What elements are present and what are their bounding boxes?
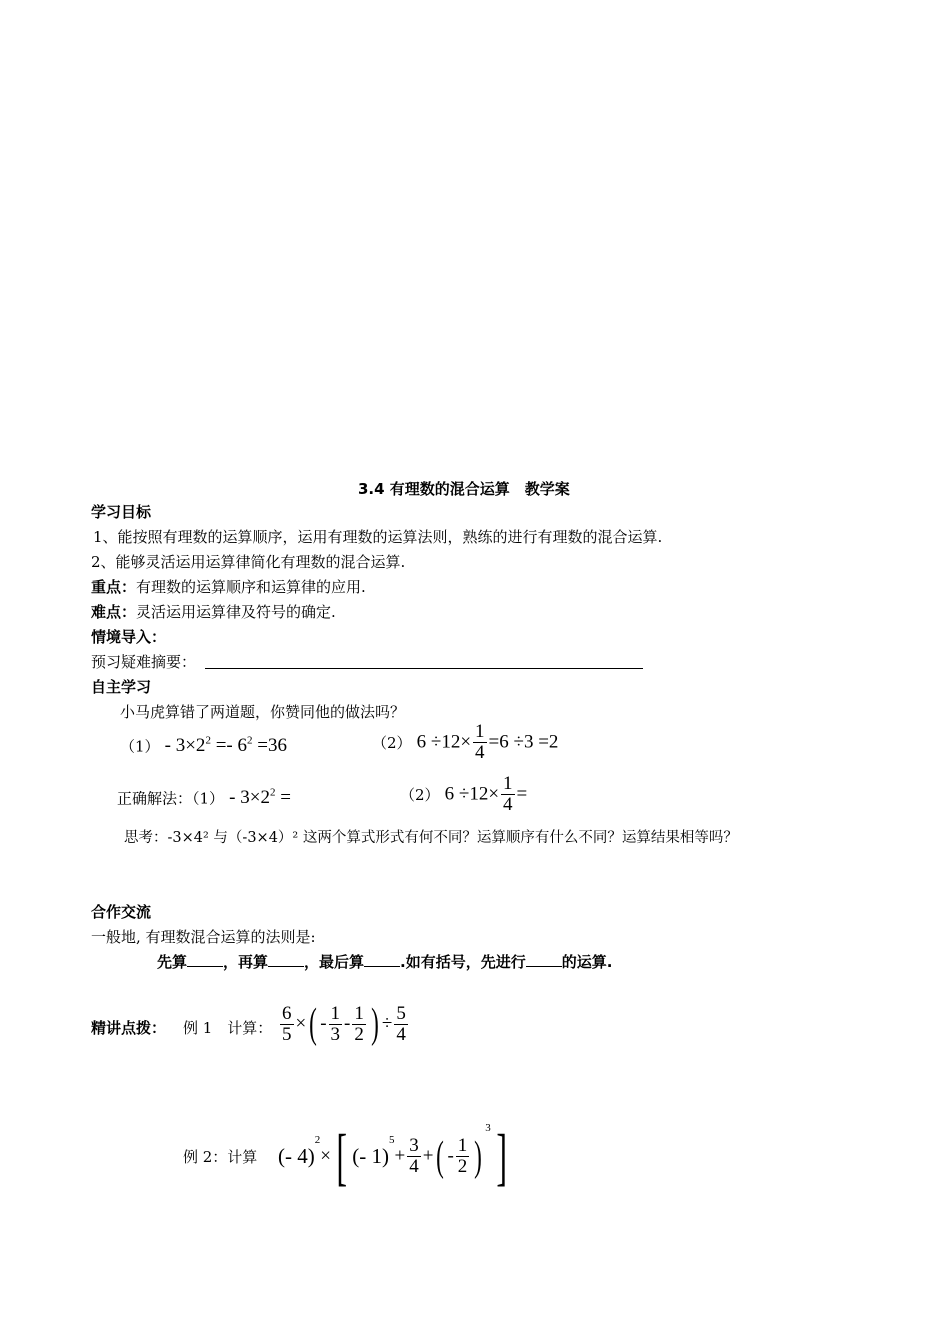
rule-blank-2[interactable] — [268, 952, 304, 967]
correct-solution-2 — [400, 774, 527, 815]
ex2-frac-1-2: $\frac{1}{2}$ — [457, 1135, 468, 1178]
problem-1-expr: - $3\times 2^2 =- 6^2 =36$ — [164, 735, 287, 757]
self-study-question: 小马虎算错了两道题，你赞同他的做法吗？ — [120, 703, 406, 721]
cooperation-heading: 合作交流 — [91, 903, 152, 921]
goal-item-2: 2、能够灵活运用运算律简化有理数的混合运算. — [91, 553, 406, 571]
left-paren: ( — [309, 1001, 318, 1047]
right-bracket: ] — [496, 1120, 507, 1192]
problem-2-label: （2） — [372, 734, 412, 752]
rule-blank-3[interactable] — [364, 952, 400, 967]
example-1-expr: $\frac{6}{5}$ ×( - $\frac{1}{3}$ - $\frac{1}{2}$ ) ÷ $\frac{5}{4}$ — [282, 1001, 406, 1047]
problem-2 — [372, 722, 558, 763]
example-2-label: 例 2：计算 — [183, 1148, 258, 1166]
rule-blank-4[interactable] — [526, 952, 562, 967]
correct-label: 正确解法： — [117, 789, 193, 808]
summary-blank-line[interactable] — [205, 668, 643, 669]
problem-1-label: （1） — [120, 737, 160, 756]
intro-heading: 情境导入： — [91, 628, 167, 646]
correct-2-expr: 6 ÷12× $\frac{1}{4}$ = — [444, 773, 528, 815]
correct-solution-1 — [117, 787, 291, 809]
goals-heading: 学习目标 — [91, 503, 152, 521]
examples-heading: 精讲点拨： — [91, 1019, 167, 1037]
self-study-heading: 自主学习 — [91, 678, 152, 696]
think-question: 思考：-3×4² 与（-3×4）² 这两个算式形式有何不同？运算顺序有什么不同？运算结果相等吗？ — [124, 830, 738, 846]
difficulty — [91, 601, 336, 622]
key-point-text: 有理数的运算顺序和运算律的应用. — [136, 578, 366, 596]
ex2-frac-3-4: $\frac{3}{4}$ — [409, 1135, 419, 1178]
fraction-one-quarter: $\frac{1}{4}$ — [475, 721, 485, 763]
problem-1 — [120, 735, 287, 757]
correct-1-expr: - $3\times 2^2$ = — [229, 787, 291, 809]
summary-label: 预习疑难摘要： — [91, 653, 197, 671]
ex2-left-paren: ( — [436, 1133, 445, 1180]
left-bracket: [ — [336, 1120, 347, 1192]
ex2-right-paren: ) — [474, 1133, 483, 1180]
ex1-frac-1-3: $\frac{1}{3}$ — [330, 1002, 341, 1045]
difficulty-text: 灵活运用运算律及符号的确定. — [136, 603, 336, 621]
right-paren: ) — [371, 1001, 379, 1047]
ex1-frac-5-4: $\frac{5}{4}$ — [396, 1002, 406, 1045]
page-title: 3.4 有理数的混合运算 教学案 — [358, 480, 570, 498]
difficulty-label: 难点： — [91, 603, 137, 621]
rule-blank-1[interactable] — [187, 952, 223, 967]
cooperation-intro: 一般地, 有理数混合运算的法则是: — [91, 928, 316, 946]
example-1-label: 例 1 计算： — [183, 1019, 273, 1037]
correct-2-label: （2） — [400, 786, 440, 804]
example-2-expr: (- 4)$^2$×[ (- 1)$^5$+ $\frac{3}{4}$ +( - $\frac{1}{2}$ )$^3$] — [278, 1120, 507, 1192]
ex1-frac-6-5: $\frac{6}{5}$ — [282, 1002, 292, 1045]
key-point — [91, 576, 366, 597]
key-point-label: 重点： — [91, 578, 137, 596]
goal-item-1: 1、能按照有理数的运算顺序，运用有理数的运算法则，熟练的进行有理数的混合运算. — [93, 528, 663, 546]
order-rule: 先算 ，再算 ，最后算 .如有括号，先进行 的运算. — [157, 953, 613, 971]
correct-1-label: （1） — [192, 789, 225, 808]
fraction-one-quarter-2: $\frac{1}{4}$ — [503, 773, 513, 815]
ex1-frac-1-2: $\frac{1}{2}$ — [354, 1002, 364, 1045]
problem-2-expr: 6 ÷12× $\frac{1}{4}$ =6 ÷3 =2 — [416, 721, 559, 763]
